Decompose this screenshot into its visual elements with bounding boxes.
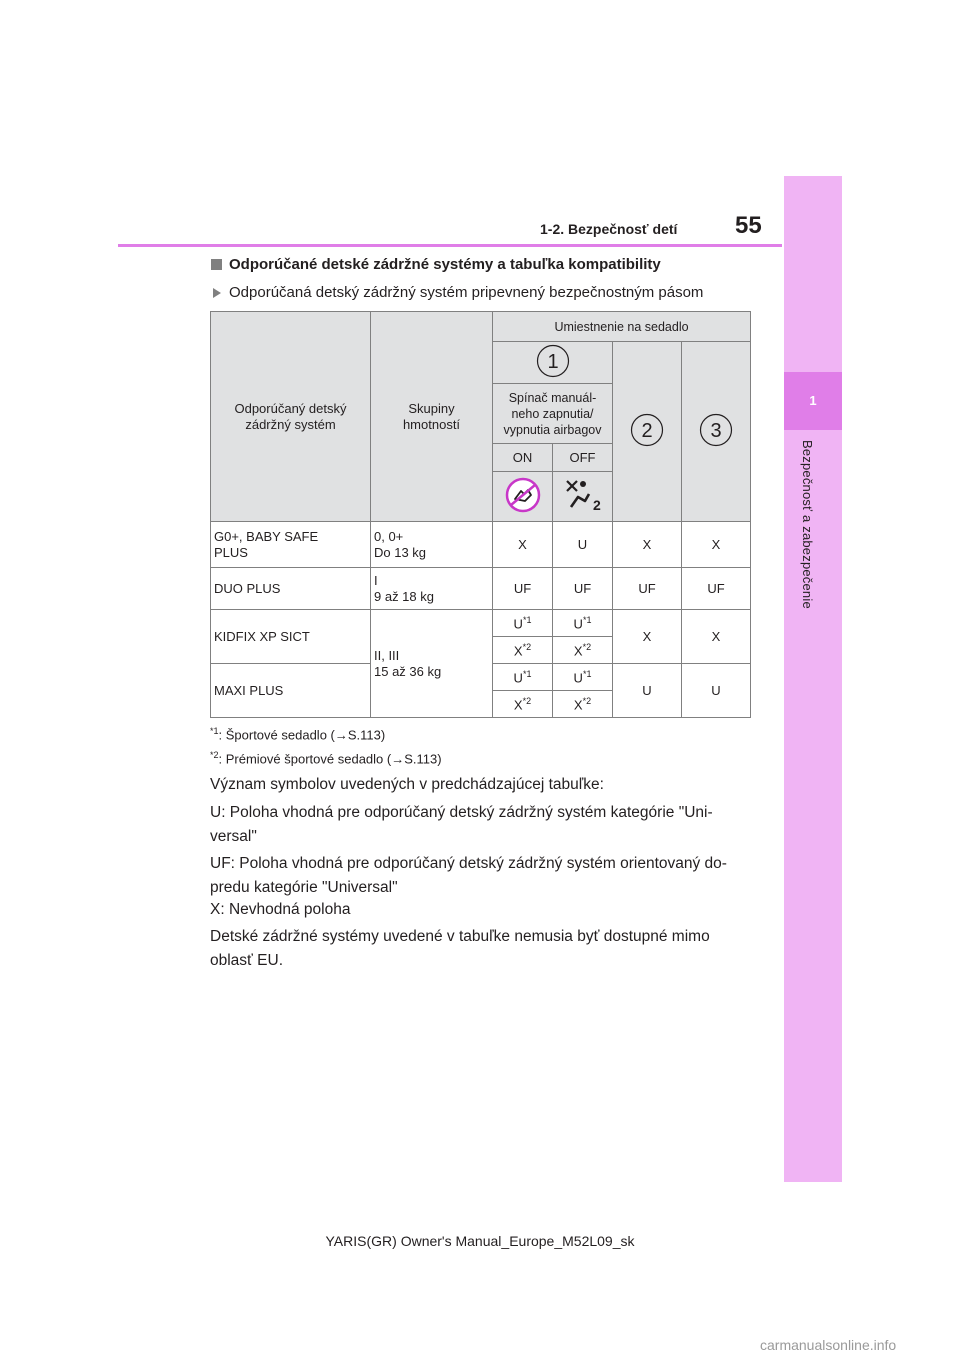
cell-seat-2: X [613, 610, 682, 664]
seat-1-icon [536, 344, 570, 378]
cell-seat-2: UF [613, 568, 682, 610]
cell-seat-2: X [613, 522, 682, 568]
header-on-icon [493, 472, 553, 522]
section-title: 1-2. Bezpečnosť detí [540, 221, 678, 237]
header-off-icon [553, 472, 613, 522]
header-seat-3 [682, 342, 751, 522]
header-rule [118, 244, 782, 247]
chapter-title: Bezpečnosť a zabezpečenie [800, 440, 815, 609]
header-weight-group: Skupiny hmotností [371, 312, 493, 522]
row-system: DUO PLUS [211, 568, 371, 610]
cell-seat-3: X [682, 522, 751, 568]
cell-off: $U^{*1}$ [553, 664, 613, 691]
cell-seat-3: UF [682, 568, 751, 610]
header-seat-1 [493, 342, 613, 384]
cell-on: $U^{*1}$ [493, 610, 553, 637]
section-heading [211, 256, 661, 273]
table-row [211, 610, 751, 637]
legend-intro: Význam symbolov uvedených v predchádzajúcej tabuľke: [210, 776, 604, 793]
row-weight-group: I 9 až 18 kg [371, 568, 493, 610]
airbag-disabled-icon [505, 477, 541, 513]
manual-id: YARIS(GR) Owner's Manual_Europe_M52L09_sk [325, 1233, 635, 1249]
table-row [211, 522, 751, 568]
legend-uf: UF: Poloha vhodná pre odporúčaný detský zádržný systém orientovaný do- predu kategórie "Universal" [210, 855, 727, 896]
row-system: G0+, BABY SAFE PLUS [211, 522, 371, 568]
seat-2-icon [630, 413, 664, 447]
header-airbag-switch: Spínač manuál- neho zapnutia/ vypnutia airbagov [493, 384, 613, 444]
header-on: ON [493, 444, 553, 472]
chapter-number: 1 [809, 393, 817, 408]
cell-off: U [553, 522, 613, 568]
cell-seat-3: U [682, 664, 751, 718]
cell-off: $X^{*2}$ [553, 691, 613, 718]
subheading-text: Odporúčaná detský zádržný systém pripevnený bezpečnostným pásom [229, 284, 704, 301]
seat-3-icon [699, 413, 733, 447]
row-system: KIDFIX XP SICT [211, 610, 371, 664]
row-system: MAXI PLUS [211, 664, 371, 718]
cell-on: $X^{*2}$ [493, 637, 553, 664]
cell-off: $X^{*2}$ [553, 637, 613, 664]
svg-text:3: 3 [710, 420, 722, 442]
triangle-bullet-icon [213, 288, 221, 298]
row-weight-group-shared: II, III 15 až 36 kg [371, 610, 493, 718]
cell-off: UF [553, 568, 613, 610]
subheading [213, 284, 703, 301]
cell-on: UF [493, 568, 553, 610]
header-seat-2 [613, 342, 682, 522]
cell-on: $X^{*2}$ [493, 691, 553, 718]
header-system: Odporúčaný detský zádržný systém [211, 312, 371, 522]
legend-x: X: Nevhodná poloha [210, 901, 351, 918]
cell-on: X [493, 522, 553, 568]
compatibility-table [210, 311, 751, 718]
square-bullet-icon [211, 259, 222, 270]
svg-text:2: 2 [641, 420, 653, 442]
footnote-2: $^{*2}$: Prémiové športové sedadlo (→S.113) [210, 750, 442, 767]
footnote-1: $^{*1}$: Športové sedadlo (→S.113) [210, 726, 386, 743]
availability-note: Detské zádržné systémy uvedené v tabuľke nemusia byť dostupné mimo oblasť EU. [210, 928, 710, 969]
section-heading-text: Odporúčané detské zádržné systémy a tabuľka kompatibility [229, 256, 661, 273]
chapter-side-band [784, 176, 842, 1182]
cell-off: $U^{*1}$ [553, 610, 613, 637]
svg-text:1: 1 [546, 351, 559, 373]
cell-on: $U^{*1}$ [493, 664, 553, 691]
header-seat-location: Umiestnenie na sedadlo [493, 312, 751, 342]
header-off: OFF [553, 444, 613, 472]
watermark: carmanualsonline.info [760, 1337, 897, 1353]
table-row [211, 568, 751, 610]
cell-seat-3: X [682, 610, 751, 664]
row-weight-group: 0, 0+ Do 13 kg [371, 522, 493, 568]
passenger-airbag-off-icon [563, 477, 603, 513]
cell-seat-2: U [613, 664, 682, 718]
legend-u: U: Poloha vhodná pre odporúčaný detský zádržný systém kategórie "Uni- versal" [210, 804, 713, 845]
page-number: 55 [735, 212, 762, 239]
svg-text:2: 2 [592, 497, 601, 513]
